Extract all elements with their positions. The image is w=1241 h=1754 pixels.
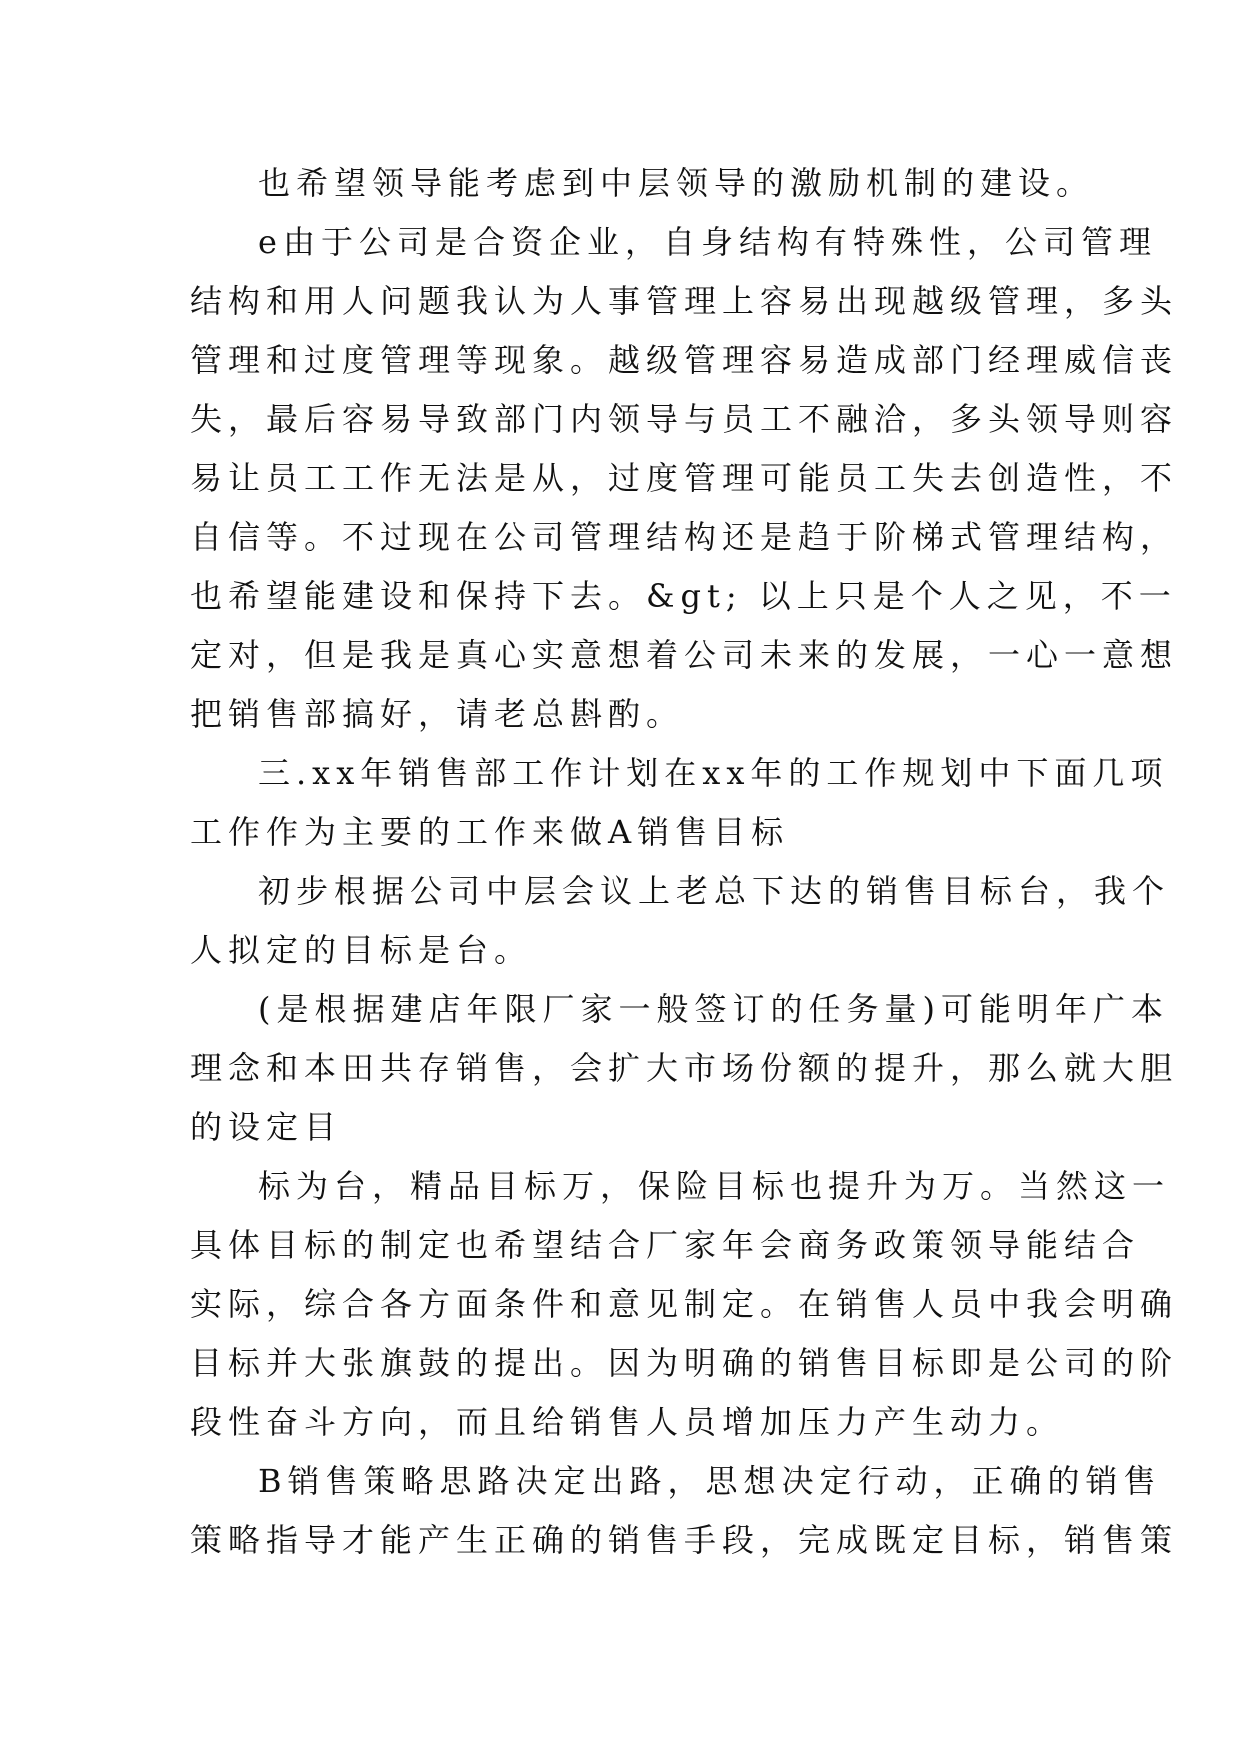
- text-line: e由于公司是合资企业，自身结构有特殊性，公司管理: [258, 223, 1157, 261]
- text-line: 也希望领导能考虑到中层领导的激励机制的建设。: [258, 164, 1095, 202]
- text-line: 初步根据公司中层会议上老总下达的销售目标台，我个: [258, 872, 1171, 910]
- text-line: 也希望能建设和保持下去。&gt; 以上只是个人之见，不一: [190, 577, 1177, 615]
- text-line: 理念和本田共存销售，会扩大市场份额的提升，那么就大胆: [190, 1049, 1179, 1087]
- text-line: 策略指导才能产生正确的销售手段，完成既定目标，销售策: [190, 1521, 1179, 1559]
- text-line: 的设定目: [190, 1108, 343, 1146]
- text-line: 段性奋斗方向，而且给销售人员增加压力产生动力。: [190, 1403, 1065, 1441]
- text-line: 管理和过度管理等现象。越级管理容易造成部门经理威信丧: [190, 341, 1179, 379]
- text-line: (是根据建店年限厂家一般签订的任务量)可能明年广本: [258, 990, 1169, 1028]
- text-line: 人拟定的目标是台。: [190, 931, 533, 969]
- text-line: 自信等。不过现在公司管理结构还是趋于阶梯式管理结构，: [190, 518, 1179, 556]
- text-line: 结构和用人问题我认为人事管理上容易出现越级管理，多头: [190, 282, 1179, 320]
- text-line: 工作作为主要的工作来做A销售目标: [190, 813, 790, 851]
- text-line: 失，最后容易导致部门内领导与员工不融洽，多头领导则容: [190, 400, 1179, 438]
- text-line: 把销售部搞好，请老总斟酌。: [190, 695, 685, 733]
- text-line: 实际，综合各方面条件和意见制定。在销售人员中我会明确: [190, 1285, 1179, 1323]
- text-line: 目标并大张旗鼓的提出。因为明确的销售目标即是公司的阶: [190, 1344, 1179, 1382]
- text-line: 易让员工工作无法是从，过度管理可能员工失去创造性，不: [190, 459, 1179, 497]
- body-text: [190, 154, 1179, 1570]
- text-line: 标为台，精品目标万，保险目标也提升为万。当然这一: [258, 1167, 1171, 1205]
- text-line: 定对，但是我是真心实意想着公司未来的发展，一心一意想: [190, 636, 1179, 674]
- text-line: 具体目标的制定也希望结合厂家年会商务政策领导能结合: [190, 1226, 1141, 1264]
- text-line: 三.xx年销售部工作计划在xx年的工作规划中下面几项: [258, 754, 1169, 792]
- text-line: B销售策略思路决定出路，思想决定行动，正确的销售: [258, 1462, 1162, 1500]
